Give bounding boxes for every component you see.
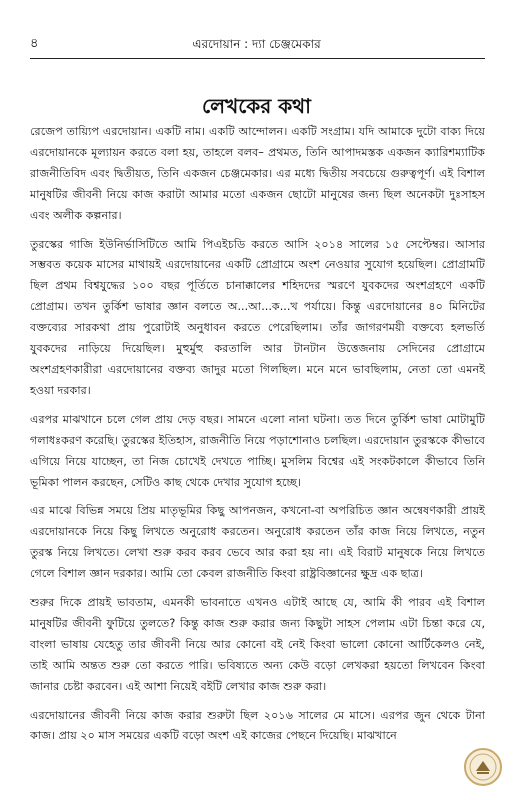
section-title: লেখকের কথা bbox=[202, 94, 311, 119]
paragraph: শুরুর দিকে প্রায়ই ভাবতাম, এমনকী ভাবনাতে এখনও এটাই আছে যে, আমি কী পারব এই বিশাল মানুষটির জীবনী ফুটিয়ে তুলতে? কিন্তু কাজ শুরু করার জন্য কিছুটা সাহস পেলাম এটা চিন্তা করে যে, বাংলা ভাষায় যেহেতু তার জীবনী নিয়ে আর কোনো বই নেই কিংবা ভালো কোনো আর্টিকেলও নেই, তাই আমি অন্তত শুরু তো করতে পারি। ভবিষ্যতে অন্য কেউ বড়ো লেখকরা হয়তো লিখবেন কিংবা জানার চেষ্টা করবেন। এই আশা নিয়েই বইটি লেখার কাজ শুরু করা। bbox=[30, 596, 485, 693]
running-title: এরদোয়ান : দ্যা চেঞ্জমেকার bbox=[192, 37, 321, 51]
body-text bbox=[30, 122, 485, 755]
paragraph: রেজেপ তায়্যিপ এরদোয়ান। একটি নাম। একটি আন্দোলন। একটি সংগ্রাম। যদি আমাকে দুটো বাক্য দিয়ে এরদোয়ানকে মূল্যায়ন করতে বলা হয়, তাহলে বলব– প্রথমত, তিনি আপাদমস্তক একজন ক্যারিশম্যাটিক রাজনীতিবিদ এবং দ্বিতীয়ত, তিনি একজন চেঞ্জমেকার। এর মধ্যে দ্বিতীয় সবচেয়ে গুরুত্বপূর্ণ। এই বিশাল মানুষটির জীবনী নিয়ে কাজ করাটা আমার মতো একজন ছোটো মানুষের জন্য ছিল অনেকটা দুঃসাহস এবং অলীক কল্পনার। bbox=[30, 125, 485, 222]
page-header bbox=[0, 0, 513, 60]
publisher-seal-icon bbox=[463, 747, 503, 787]
header-rule bbox=[30, 58, 485, 59]
paragraph: এরদোয়ানের জীবনী নিয়ে কাজ করার শুরুটা ছিল ২০১৬ সালের মে মাসে। এরপর জুন থেকে টানা কাজ। প্রায় ২০ মাস সময়ের একটি বড়ো অংশ এই কাজের পেছনে দিয়েছি। মাঝখানে bbox=[30, 708, 485, 743]
paragraph: এরপর মাঝখানে চলে গেল প্রায় দেড় বছর। সামনে এলো নানা ঘটনা। তত দিনে তুর্কিশ ভাষা মোটামুটি গলাধঃকরণ করেছি। তুরস্কের ইতিহাস, রাজনীতি নিয়ে পড়াশোনাও চলছিল। এরদোয়ান তুরস্ককে কীভাবে এগিয়ে নিয়ে যাচ্ছেন, তা নিজ চোখেই দেখতে পাচ্ছি। মুসলিম বিশ্বের এই সংকটকালে কীভাবে তিনি ভূমিকা পালন করছেন, সেটিও কাছ থেকে দেখার সুযোগ হচ্ছে। bbox=[30, 412, 485, 489]
paragraph: তুরস্কের গাজি ইউনির্ভাসিটিতে আমি পিএইচডি করতে আসি ২০১৪ সালের ১৫ সেপ্টেম্বর। আসার সম্ভবত কয়েক মাসের মাথায়ই এরদোয়ানের একটি প্রোগ্রামে অংশ নেওয়ার সুযোগ হয়েছিল। প্রোগ্রামটি ছিল প্রথম বিশ্বযুদ্ধের ১০০ বছর পূর্তিতে চানাক্কালের শহিদদের স্মরণে যুবকদের অংশগ্রহণে একটি প্রোগ্রাম। তখন তুর্কিশ ভাষার জ্ঞান বলতে অ...আ...ক...খ পর্যায়ে। কিন্তু এরদোয়ানের ৪০ মিনিটের বক্তব্যের সারকথা প্রায় পুরোটাই অনুধাবন করতে পেরেছিলাম। তাঁর জাগরণময়ী বক্তব্যে হলভর্তি যুবকদের নাড়িয়ে দিয়েছিল। মুহুর্মুহু করতালি আর টানটান উত্তেজনায় সেদিনের প্রোগ্রামে অংশগ্রহণকারীরা এরদোয়ানের বক্তব্য জাদুর মতো গিলছিল। মনে মনে ভাবছিলাম, নেতা তো এমনই হওয়া দরকার। bbox=[30, 237, 485, 397]
page-number: ৪ bbox=[30, 36, 39, 51]
paragraph: এর মাঝে বিভিন্ন সময়ে প্রিয় মাতৃভূমির কিছু আপনজন, কখনো-বা অপরিচিত জ্ঞান অন্বেষণকারী প্রায়ই এরদোয়ানকে নিয়ে কিছু লিখতে অনুরোধ করতেন। অনুরোধ করতেন তাঁর কাজ নিয়ে লিখতে, নতুন তুরস্ক নিয়ে লিখতে। লেখা শুরু করব করব ভেবে আর করা হয় না। এই বিরাট মানুষকে নিয়ে লিখতে গেলে বিশাল জ্ঞান দরকার। আমি তো কেবল রাজনীতি কিংবা রাষ্ট্রবিজ্ঞানের ক্ষুদ্র এক ছাত্র। bbox=[30, 504, 485, 581]
